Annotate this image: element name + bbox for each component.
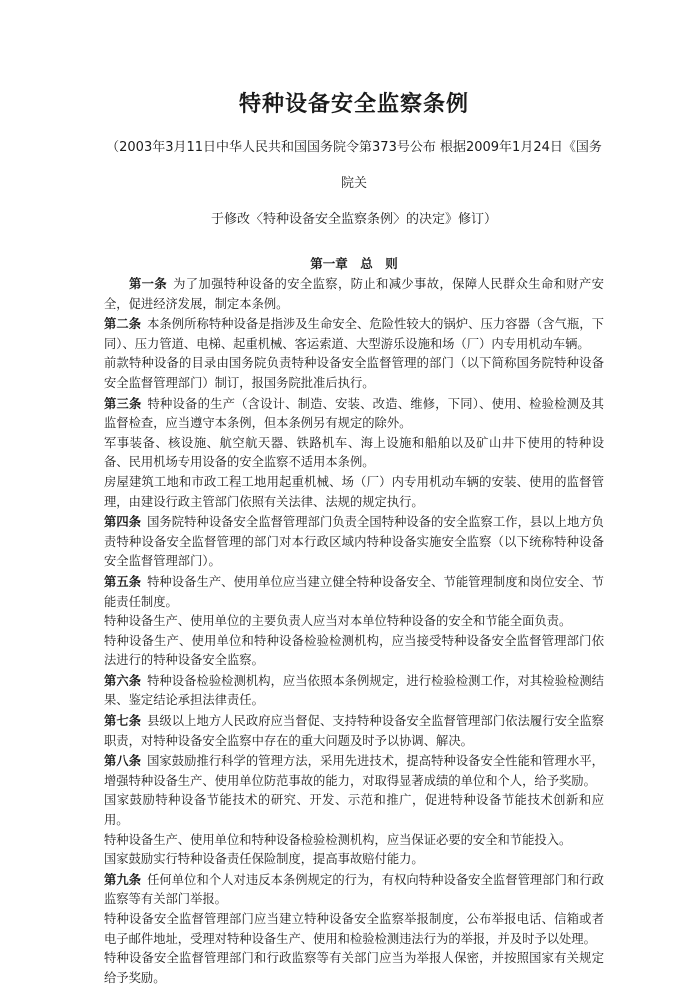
paragraph-text: 国家鼓励推行科学的管理方法，采用先进技术，提高特种设备安全性能和管理水平，增强特种设备生产、使用单位防范事故的能力，对取得显著成绩的单位和个人，给予奖励。 [104, 754, 604, 788]
paragraph [104, 512, 604, 572]
paragraph-text: 为了加强特种设备的安全监察，防止和减少事故，保障人民群众生命和财产安全，促进经济发展，制定本条例。 [104, 277, 604, 311]
document-title: 特种设备安全监察条例 [238, 92, 469, 117]
paragraph-text: 国家鼓励实行特种设备责任保险制度，提高事故赔付能力。 [104, 852, 424, 867]
article-number: 第二条 [104, 316, 142, 332]
chapter-heading: 第一章 总 则 [310, 256, 398, 271]
article-number: 第四条 [104, 514, 142, 530]
paragraph-text: 任何单位和个人对违反本条例规定的行为，有权向特种设备安全监督管理部门和行政监察等有关部门举报。 [104, 872, 604, 907]
paragraph [104, 314, 604, 354]
paragraph-text: 特种设备生产、使用单位应当建立健全特种设备安全、节能管理制度和岗位安全、节能责任制度。 [104, 574, 604, 609]
paragraph [104, 354, 604, 393]
article-number: 第一条 [129, 276, 168, 291]
paragraph [104, 274, 604, 314]
article-number: 第五条 [104, 573, 142, 589]
paragraph-text: 国家鼓励特种设备节能技术的研究、开发、示范和推广，促进特种设备节能技术创新和应用。 [104, 793, 604, 828]
subtitle-line-1: （2003年3月11日中华人民共和国国务院令第373号公布 根据2009年1月24日《国务院关 [106, 140, 602, 191]
paragraph [104, 671, 604, 711]
paragraph-text: 县级以上地方人民政府应当督促、支持特种设备安全监督管理部门依法履行安全监察职责，对特种设备安全监察中存在的重大问题及时予以协调、解决。 [104, 714, 604, 748]
paragraph-text: 军事装备、核设施、航空航天器、铁路机车、海上设施和船舶以及矿山井下使用的特种设备、民用机场专用设备的安全监察不适用本条例。 [104, 435, 604, 470]
subtitle-line-2: 于修改〈特种设备安全监察条例〉的决定》修订） [210, 212, 497, 227]
paragraph-text: 特种设备生产、使用单位和特种设备检验检测机构，应当保证必要的安全和节能投入。 [104, 832, 572, 847]
paragraph [104, 711, 604, 751]
paragraph [104, 612, 604, 632]
paragraph-text: 特种设备生产、使用单位和特种设备检验检测机构，应当接受特种设备安全监督管理部门依法进行的特种设备安全监察。 [104, 633, 604, 668]
paragraph-text: 国务院特种设备安全监督管理部门负责全国特种设备的安全监察工作，县以上地方负责特种设备安全监督管理的部门对本行政区域内特种设备实施安全监察（以下统称特种设备安全监督管理部门）。 [104, 515, 604, 569]
paragraph [104, 870, 604, 910]
article-number: 第九条 [104, 871, 142, 887]
paragraph [104, 632, 604, 671]
article-number: 第七条 [104, 713, 142, 729]
document-body [104, 274, 604, 988]
paragraph-text: 特种设备的生产（含设计、制造、安装、改造、维修，下同）、使用、检验检测及其监督检查，应当遵守本条例，但本条例另有规定的除外。 [104, 396, 604, 431]
paragraph [104, 850, 604, 870]
article-number: 第六条 [104, 672, 142, 688]
article-number: 第八条 [104, 753, 142, 769]
paragraph-text: 特种设备生产、使用单位的主要负责人应当对本单位特种设备的安全和节能全面负责。 [104, 614, 572, 629]
paragraph-text: 房屋建筑工地和市政工程工地用起重机械、场（厂）内专用机动车辆的安装、使用的监督管理，由建设行政主管部门依照有关法律、法规的规定执行。 [104, 474, 604, 509]
paragraph [104, 910, 604, 949]
paragraph [104, 473, 604, 512]
paragraph-text: 特种设备安全监督管理部门和行政监察等有关部门应当为举报人保密，并按照国家有关规定给予奖励。 [104, 951, 604, 985]
document-subtitle [104, 130, 604, 238]
paragraph-text: 本条例所称特种设备是指涉及生命安全、危险性较大的锅炉、压力容器（含气瓶，下同）、压力管道、电梯、起重机械、客运索道、大型游乐设施和场（厂）内专用机动车辆。 [104, 317, 604, 351]
paragraph [104, 831, 604, 851]
paragraph-text: 前款特种设备的目录由国务院负责特种设备安全监督管理的部门（以下简称国务院特种设备安全监督管理部门）制订，报国务院批准后执行。 [104, 356, 604, 390]
paragraph [104, 434, 604, 473]
paragraph [104, 751, 604, 791]
paragraph-text: 特种设备安全监督管理部门应当建立特种设备安全监察举报制度，公布举报电话、信箱或者电子邮件地址，受理对特种设备生产、使用和检验检测违法行为的举报，并及时予以处理。 [104, 912, 604, 946]
paragraph [104, 949, 604, 988]
paragraph [104, 394, 604, 434]
paragraph-text: 特种设备检验检测机构，应当依照本条例规定，进行检验检测工作，对其检验检测结果、鉴定结论承担法律责任。 [104, 673, 604, 708]
paragraph [104, 572, 604, 612]
paragraph [104, 791, 604, 830]
article-number: 第三条 [104, 395, 142, 411]
